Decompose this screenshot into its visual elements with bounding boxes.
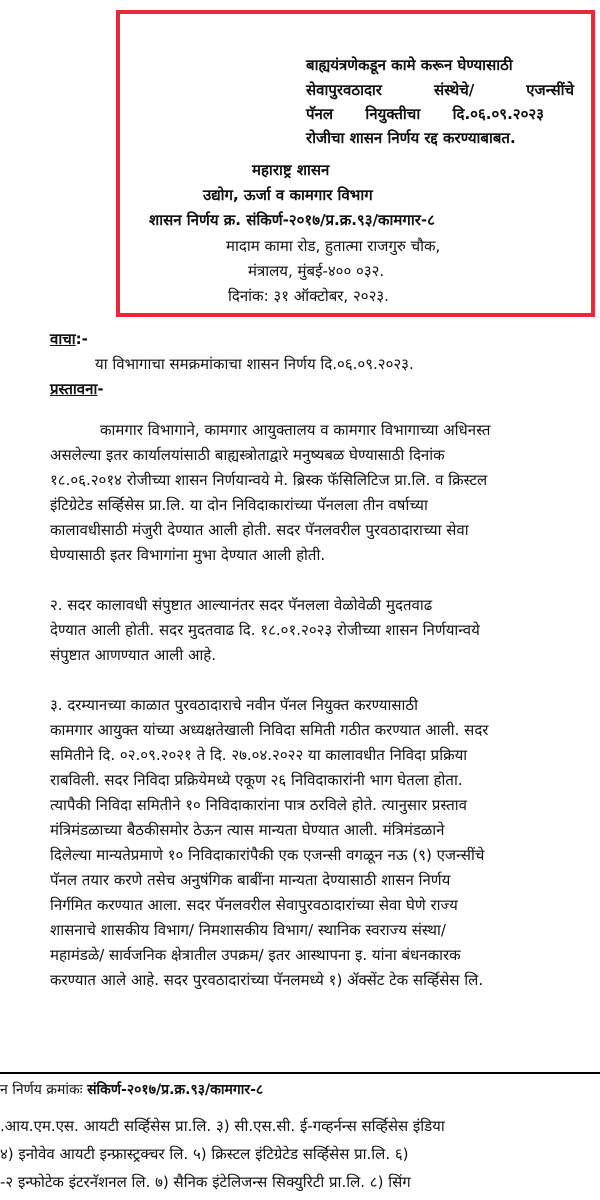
subject-line-4: रोजीचा शासन निर्णय रद्द करण्याबाबत.	[306, 129, 516, 147]
para1-line: इंटिग्रेटेड सर्व्हिसेस प्रा.लि. या दोन निविदाकारांच्या पॅनलला तीन वर्षाच्या	[50, 496, 428, 514]
page-divider	[0, 1072, 600, 1074]
preamble-heading-suffix: -	[97, 380, 104, 398]
continuation-line: .आय.एम.एस. आयटी सर्व्हिसेस प्रा.लि. ३) सी.एस.सी. ई-गव्हर्नन्स सर्व्हिसेस इंडिया	[0, 1117, 445, 1135]
para3-line: शासनाचे शासकीय विभाग/ निमशासकीय विभाग/ स्थानिक स्वराज्य संस्था/	[50, 921, 446, 939]
para3-line: महामंडळे/ सार्वजनिक क्षेत्रातील उपक्रम/ इतर आस्थापना इ. यांना बंधनकारक	[50, 946, 461, 964]
para1-line: १८.०६.२०१४ रोजीच्या शासन निर्णयान्वये मे. ब्रिस्क फॅसिलिटिज प्रा.लि. व क्रिस्टल	[50, 471, 488, 489]
para2-line: संपुष्टात आणण्यात आली आहे.	[50, 646, 217, 664]
reference-heading-suffix: :-	[75, 330, 88, 348]
preamble-heading	[50, 379, 104, 399]
subject-word: एजन्सींचे	[526, 81, 574, 99]
preamble-heading-label: प्रस्तावना	[50, 380, 98, 398]
subject-line-3	[306, 104, 544, 124]
subject-word: संस्थेचे/	[433, 81, 475, 99]
continuation-line: -२ इन्फोटेक इंटरनॅशनल लि. ७) सैनिक इंटेलिजन्स सिक्युरिटी प्रा.लि. ८) सिंग	[0, 1173, 411, 1191]
para1-line: कालावधीसाठी मंजुरी देण्यात आली होती. सदर पॅनलवरील पुरवठादाराच्या सेवा	[50, 521, 469, 539]
address-line-2: मंत्रालय, मुंबई-४०० ०३२.	[248, 262, 385, 280]
footer-gr-label: न निर्णय क्रमांकः	[0, 1082, 83, 1098]
subject-line-2	[306, 80, 574, 100]
para1-line: कामगार विभागाने, कामगार आयुक्तालय व कामगार विभागाच्या अधिनस्त	[100, 421, 491, 439]
subject-word: दि.०६.०९.२०२३	[452, 105, 544, 123]
reference-heading	[50, 329, 88, 349]
subject-word: सेवापुरवठादार	[306, 81, 382, 99]
department-name: उद्योग, ऊर्जा व कामगार विभाग	[203, 186, 373, 204]
para1-line: घेण्यासाठी इतर विभागांना मुभा देण्यात आली होती.	[50, 546, 326, 564]
para3-line: करण्यात आले आहे. सदर पुरवठादारांच्या पॅनलमध्ये १) ॲक्सेंट टेक सर्व्हिसेस लि.	[50, 971, 484, 989]
reference-heading-label: वाचा	[50, 330, 76, 348]
para3-line: पॅनल तयार करणे तसेच अनुषंगिक बाबींना मान्यता देण्यासाठी शासन निर्णय	[50, 871, 451, 889]
para3-line: ३. दरम्यानच्या काळात पुरवठादाराचे नवीन पॅनल नियुक्त करण्यासाठी	[50, 696, 418, 714]
para3-line: राबविली. सदर निविदा प्रक्रियेमध्ये एकूण २६ निविदाकारांनी भाग घेतला होता.	[50, 771, 463, 789]
gr-number: शासन निर्णय क्र. संकिर्ण-२०१७/प्र.क्र.९३/कामगार-८	[149, 211, 435, 229]
para1-line: असलेल्या इतर कार्यालयांसाठी बाह्यस्त्रोताद्वारे मनुष्यबळ घेण्यासाठी दिनांक	[50, 446, 445, 464]
para2-line: २. सदर कालावधी संपुष्टात आल्यानंतर सदर पॅनलला वेळोवेळी मुदतवाढ	[50, 596, 433, 614]
para3-line: निर्गमित करण्यात आला. सदर पॅनलवरील सेवापुरवठादारांच्या सेवा घेणे राज्य	[50, 896, 458, 914]
para3-line: समितीने दि. ०२.०९.२०२१ ते दि. २७.०४.२०२२ या कालावधीत निविदा प्रक्रिया	[50, 746, 468, 764]
footer-gr-number: संकिर्ण-२०१७/प्र.क्र.९३/कामगार-८	[87, 1082, 264, 1098]
para3-line: कामगार आयुक्त यांच्या अध्यक्षतेखाली निविदा समिती गठीत करण्यात आली. सदर	[50, 721, 489, 739]
footer-gr-ref	[0, 1080, 263, 1100]
reference-text: या विभागाचा समक्रमांकाचा शासन निर्णय दि.०६.०९.२०२३.	[95, 355, 414, 373]
para3-line: दिलेल्या मान्यतेप्रमाणे १० निविदाकारांपैकी एक एजन्सी वगळून नऊ (९) एजन्सींचे	[50, 846, 485, 864]
subject-line-1: बाह्ययंत्रणेकडून कामे करून घेण्यासाठी	[306, 56, 513, 74]
address-line-1: मादाम कामा रोड, हुतात्मा राजगुरु चौक,	[226, 237, 441, 255]
government-name: महाराष्ट्र शासन	[252, 161, 330, 179]
para2-line: देण्यात आली होती. सदर मुदतवाढ दि. १८.०१.२०२३ रोजीच्या शासन निर्णयान्वये	[50, 621, 480, 639]
subject-word: पॅनल	[306, 105, 334, 123]
para3-line: त्यापैकी निविदा समितीने १० निविदाकारांना पात्र ठरविले होते. त्यानुसार प्रस्ताव	[50, 796, 467, 814]
gr-date: दिनांक: ३१ ऑक्टोबर, २०२३.	[228, 287, 389, 305]
continuation-line: ४) इनोवेव आयटी इन्फ्रास्ट्रक्चर लि. ५) क्रिस्टल इंटिग्रेटेड सर्व्हिसेस प्रा.लि. ६)	[0, 1145, 409, 1163]
para3-line: मंत्रिमंडळाच्या बैठकीसमोर ठेऊन त्यास मान्यता घेण्यात आली. मंत्रिमंडळाने	[50, 821, 445, 839]
subject-word: नियुक्तीचा	[365, 105, 421, 123]
